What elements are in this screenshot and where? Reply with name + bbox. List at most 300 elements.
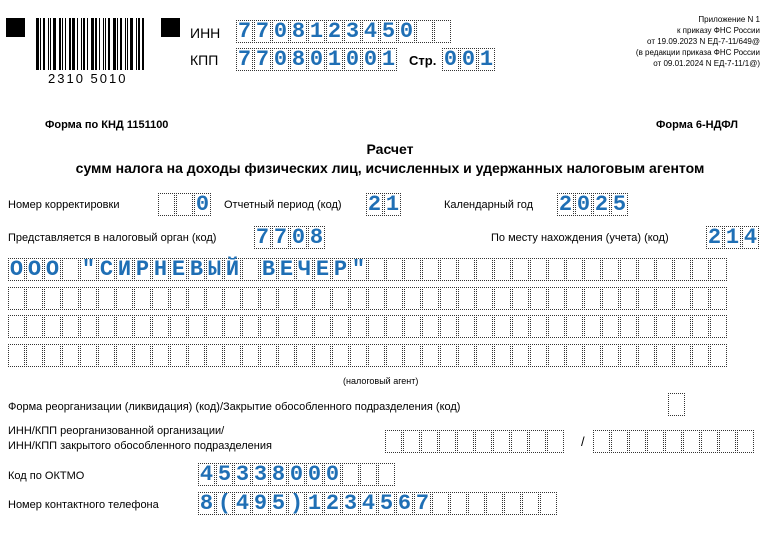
- form-cell[interactable]: [476, 287, 493, 310]
- form-cell[interactable]: [638, 315, 655, 338]
- form-cell[interactable]: 7: [237, 19, 252, 44]
- form-cell[interactable]: [378, 463, 395, 486]
- form-cell[interactable]: [422, 287, 439, 310]
- form-cell[interactable]: 5: [381, 19, 396, 44]
- form-cell[interactable]: 1: [327, 47, 342, 72]
- form-cell[interactable]: 0: [443, 47, 458, 72]
- reorg-inn-label-1: ИНН/КПП реорганизованной организации/: [8, 425, 225, 437]
- form-cell[interactable]: [737, 430, 754, 453]
- agent-line-1[interactable]: [8, 258, 728, 281]
- form-cell[interactable]: [80, 315, 97, 338]
- form-cell[interactable]: [152, 344, 169, 367]
- barcode-bar: [130, 18, 133, 70]
- form-cell[interactable]: 0: [309, 47, 324, 72]
- form-cell[interactable]: [296, 344, 313, 367]
- form-cell[interactable]: [8, 344, 25, 367]
- form-cell[interactable]: [566, 344, 583, 367]
- form-cell[interactable]: [656, 258, 673, 281]
- form-cell[interactable]: [674, 315, 691, 338]
- form-cell[interactable]: 7: [273, 225, 288, 250]
- form-cell[interactable]: [458, 344, 475, 367]
- form-cell[interactable]: [602, 258, 619, 281]
- form-cell[interactable]: [368, 344, 385, 367]
- form-cell[interactable]: [584, 258, 601, 281]
- form-cell[interactable]: [584, 287, 601, 310]
- form-cell[interactable]: ): [289, 491, 304, 516]
- form-cell[interactable]: Е: [171, 257, 186, 282]
- form-cell[interactable]: [170, 315, 187, 338]
- form-cell[interactable]: [638, 287, 655, 310]
- form-cell[interactable]: 3: [253, 462, 268, 487]
- form-cell[interactable]: [44, 287, 61, 310]
- form-cell[interactable]: [116, 315, 133, 338]
- form-cell[interactable]: [620, 287, 637, 310]
- form-cell[interactable]: [296, 287, 313, 310]
- form-cell[interactable]: [476, 258, 493, 281]
- form-cell[interactable]: [116, 344, 133, 367]
- form-cell[interactable]: [450, 492, 467, 515]
- form-cell[interactable]: [278, 315, 295, 338]
- form-cell[interactable]: (: [217, 491, 232, 516]
- form-cell[interactable]: [440, 315, 457, 338]
- form-cell[interactable]: [62, 315, 79, 338]
- form-cell[interactable]: [242, 287, 259, 310]
- inn-cells[interactable]: [236, 20, 452, 43]
- form-cell[interactable]: [260, 344, 277, 367]
- form-cell[interactable]: 1: [307, 491, 322, 516]
- barcode-bar: [87, 18, 88, 70]
- oktmo-label: Код по ОКТМО: [8, 470, 85, 482]
- form-cell[interactable]: [26, 315, 43, 338]
- barcode-bar: [43, 18, 45, 70]
- form-cell[interactable]: [416, 20, 433, 43]
- form-cell[interactable]: [170, 344, 187, 367]
- form-cell[interactable]: 9: [253, 491, 268, 516]
- form-cell[interactable]: 7: [415, 491, 430, 516]
- note-line: к приказу ФНС России: [676, 26, 760, 35]
- agent-line-2[interactable]: [8, 287, 728, 310]
- form-cell[interactable]: [512, 287, 529, 310]
- form-cell[interactable]: [116, 287, 133, 310]
- form-cell[interactable]: Е: [315, 257, 330, 282]
- form-cell[interactable]: [170, 287, 187, 310]
- form-cell[interactable]: [403, 430, 420, 453]
- form-cell[interactable]: [242, 258, 259, 281]
- form-cell[interactable]: [44, 315, 61, 338]
- form-cell[interactable]: [701, 430, 718, 453]
- form-cell[interactable]: О: [9, 257, 24, 282]
- form-cell[interactable]: [710, 344, 727, 367]
- form-cell[interactable]: [404, 344, 421, 367]
- form-cell[interactable]: [692, 258, 709, 281]
- barcode-bar: [59, 18, 61, 70]
- form-cell[interactable]: 1: [309, 19, 324, 44]
- form-cell[interactable]: [422, 315, 439, 338]
- form-cell[interactable]: [620, 315, 637, 338]
- form-cell[interactable]: [242, 315, 259, 338]
- location-cells[interactable]: [706, 226, 760, 249]
- form-cell[interactable]: 8: [291, 19, 306, 44]
- form-cell[interactable]: 0: [345, 47, 360, 72]
- form-cell[interactable]: [422, 258, 439, 281]
- form-cell[interactable]: [656, 315, 673, 338]
- form-cell[interactable]: 7: [255, 19, 270, 44]
- form-cell[interactable]: [134, 344, 151, 367]
- form-cell[interactable]: [647, 430, 664, 453]
- form-cell[interactable]: 8: [271, 462, 286, 487]
- form-cell[interactable]: [98, 344, 115, 367]
- form-cell[interactable]: 2: [707, 225, 722, 250]
- form-cell[interactable]: Ы: [207, 257, 222, 282]
- form-cell[interactable]: [710, 287, 727, 310]
- form-cell[interactable]: [548, 287, 565, 310]
- form-cell[interactable]: 2: [594, 192, 609, 217]
- form-cell[interactable]: Й: [225, 257, 240, 282]
- form-cell[interactable]: [386, 315, 403, 338]
- form-cell[interactable]: [692, 344, 709, 367]
- form-cell[interactable]: [421, 430, 438, 453]
- form-cell[interactable]: [602, 344, 619, 367]
- form-cell[interactable]: ": [351, 257, 366, 282]
- form-cell[interactable]: 0: [289, 462, 304, 487]
- form-cell[interactable]: [602, 287, 619, 310]
- form-cell[interactable]: [638, 344, 655, 367]
- reorg-inn-label-2: ИНН/КПП закрытого обособленного подразделения: [8, 440, 272, 452]
- form-cell[interactable]: С: [99, 257, 114, 282]
- form-cell[interactable]: [656, 344, 673, 367]
- form-cell[interactable]: [511, 430, 528, 453]
- form-cell[interactable]: 0: [273, 19, 288, 44]
- form-cell[interactable]: [674, 344, 691, 367]
- form-cell[interactable]: 0: [291, 225, 306, 250]
- form-cell[interactable]: [314, 287, 331, 310]
- page-label: Стр.: [409, 53, 437, 68]
- form-cell[interactable]: [206, 315, 223, 338]
- form-cell[interactable]: 7: [237, 47, 252, 72]
- form-cell[interactable]: 2: [558, 192, 573, 217]
- form-cell[interactable]: [504, 492, 521, 515]
- barcode-bar: [117, 18, 118, 70]
- form-cell[interactable]: [629, 430, 646, 453]
- form-cell[interactable]: [530, 287, 547, 310]
- form-cell[interactable]: [278, 344, 295, 367]
- oktmo-cells[interactable]: [198, 463, 396, 486]
- form-cell[interactable]: [439, 430, 456, 453]
- form-cell[interactable]: 8: [291, 47, 306, 72]
- barcode-bar: [48, 18, 49, 70]
- form-cell[interactable]: [188, 315, 205, 338]
- form-cell[interactable]: [26, 287, 43, 310]
- form-cell[interactable]: 1: [479, 47, 494, 72]
- correction-label: Номер корректировки: [8, 199, 120, 211]
- period-cells[interactable]: [366, 193, 402, 216]
- form-cell[interactable]: Н: [153, 257, 168, 282]
- form-cell[interactable]: [350, 315, 367, 338]
- form-cell[interactable]: 1: [381, 47, 396, 72]
- form-cell[interactable]: 3: [345, 19, 360, 44]
- form-cell[interactable]: [26, 344, 43, 367]
- barcode-bar: [142, 18, 144, 70]
- form-cell[interactable]: Р: [333, 257, 348, 282]
- form-cell[interactable]: [188, 287, 205, 310]
- form-cell[interactable]: [176, 193, 193, 216]
- year-cells[interactable]: [557, 193, 629, 216]
- reorg-form-cell[interactable]: [668, 393, 686, 416]
- tax-authority-cells[interactable]: [254, 226, 326, 249]
- form-cell[interactable]: 4: [361, 491, 376, 516]
- form-cell[interactable]: [278, 287, 295, 310]
- form-cell[interactable]: [548, 315, 565, 338]
- form-cell[interactable]: [494, 258, 511, 281]
- form-cell[interactable]: [434, 20, 451, 43]
- form-cell[interactable]: [638, 258, 655, 281]
- correction-cells[interactable]: [158, 193, 212, 216]
- tax-authority-label: Представляется в налоговый орган (код): [8, 232, 217, 244]
- form-cell[interactable]: [404, 258, 421, 281]
- inn-label: ИНН: [190, 25, 221, 41]
- form-cell[interactable]: [314, 315, 331, 338]
- form-cell[interactable]: [593, 430, 610, 453]
- form-cell[interactable]: [584, 344, 601, 367]
- form-cell[interactable]: [494, 315, 511, 338]
- reorg-kpp-cells[interactable]: [593, 430, 755, 453]
- form-cell[interactable]: 2: [367, 192, 382, 217]
- form-cell[interactable]: [158, 193, 175, 216]
- form-cell[interactable]: В: [189, 257, 204, 282]
- barcode-bar: [127, 18, 128, 70]
- form-cell[interactable]: [368, 315, 385, 338]
- form-cell[interactable]: [385, 430, 402, 453]
- form-cell[interactable]: [80, 287, 97, 310]
- form-cell[interactable]: [80, 344, 97, 367]
- form-cell[interactable]: [512, 258, 529, 281]
- form-cell[interactable]: [529, 430, 546, 453]
- form-cell[interactable]: [44, 344, 61, 367]
- form-cell[interactable]: [350, 344, 367, 367]
- barcode-bar: [105, 18, 106, 70]
- phone-cells[interactable]: [198, 492, 558, 515]
- form-cell[interactable]: [332, 287, 349, 310]
- form-cell[interactable]: [665, 430, 682, 453]
- barcode-bar: [125, 18, 126, 70]
- form-cell[interactable]: 1: [725, 225, 740, 250]
- form-cell[interactable]: [476, 344, 493, 367]
- barcode-bar: [136, 18, 137, 70]
- form-cell[interactable]: [224, 315, 241, 338]
- form-cell[interactable]: [404, 287, 421, 310]
- form-cell[interactable]: 0: [307, 462, 322, 487]
- form-appendix-note: [636, 14, 760, 69]
- form-cell[interactable]: [432, 492, 449, 515]
- form-cell[interactable]: [98, 315, 115, 338]
- reorg-inn-cells[interactable]: [385, 430, 565, 453]
- agent-line-3[interactable]: [8, 315, 728, 338]
- form-cell[interactable]: [242, 344, 259, 367]
- corner-mark-right: [161, 18, 180, 37]
- form-cell[interactable]: [440, 258, 457, 281]
- form-cell[interactable]: [512, 344, 529, 367]
- form-cell[interactable]: [260, 315, 277, 338]
- form-cell[interactable]: [188, 344, 205, 367]
- agent-line-4[interactable]: [8, 344, 728, 367]
- form-cell[interactable]: [360, 463, 377, 486]
- form-cell[interactable]: [206, 344, 223, 367]
- form-cell[interactable]: О: [45, 257, 60, 282]
- barcode-bar: [72, 18, 75, 70]
- form-cell[interactable]: 8: [309, 225, 324, 250]
- form-cell[interactable]: [668, 393, 685, 416]
- form-cell[interactable]: 0: [399, 19, 414, 44]
- form-cell[interactable]: Р: [135, 257, 150, 282]
- form-cell[interactable]: [547, 430, 564, 453]
- form-cell[interactable]: [692, 287, 709, 310]
- form-cell[interactable]: [368, 258, 385, 281]
- form-cell[interactable]: 5: [379, 491, 394, 516]
- form-cell[interactable]: [62, 344, 79, 367]
- form-cell[interactable]: 2: [327, 19, 342, 44]
- form-cell[interactable]: [134, 315, 151, 338]
- form-cell[interactable]: [224, 344, 241, 367]
- form-cell[interactable]: [350, 287, 367, 310]
- form-cell[interactable]: [584, 315, 601, 338]
- form-cell[interactable]: 4: [199, 462, 214, 487]
- form-cell[interactable]: [566, 315, 583, 338]
- form-cell[interactable]: 7: [255, 225, 270, 250]
- form-cell[interactable]: 5: [612, 192, 627, 217]
- form-cell[interactable]: [458, 287, 475, 310]
- form-cell[interactable]: [522, 492, 539, 515]
- barcode: [36, 18, 152, 70]
- form-cell[interactable]: [548, 258, 565, 281]
- form-cell[interactable]: [656, 287, 673, 310]
- form-cell[interactable]: [314, 344, 331, 367]
- form-cell[interactable]: 6: [397, 491, 412, 516]
- form-cell[interactable]: [152, 287, 169, 310]
- form-cell[interactable]: [296, 315, 313, 338]
- form-cell[interactable]: [530, 344, 547, 367]
- form-cell[interactable]: Е: [279, 257, 294, 282]
- form-cell[interactable]: [719, 430, 736, 453]
- form-cell[interactable]: [368, 287, 385, 310]
- form-cell[interactable]: [62, 287, 79, 310]
- form-cell[interactable]: [260, 287, 277, 310]
- form-cell[interactable]: [512, 315, 529, 338]
- form-cell[interactable]: 0: [273, 47, 288, 72]
- barcode-bar: [99, 18, 100, 70]
- form-cell[interactable]: 0: [461, 47, 476, 72]
- form-cell[interactable]: И: [117, 257, 132, 282]
- form-cell[interactable]: [224, 287, 241, 310]
- form-cell[interactable]: [674, 287, 691, 310]
- form-cell[interactable]: О: [27, 257, 42, 282]
- form-cell[interactable]: [620, 344, 637, 367]
- form-cell[interactable]: [8, 315, 25, 338]
- form-cell[interactable]: [540, 492, 557, 515]
- form-cell[interactable]: 5: [217, 462, 232, 487]
- form-cell[interactable]: [530, 258, 547, 281]
- form-cell[interactable]: [8, 287, 25, 310]
- form-cell[interactable]: 0: [576, 192, 591, 217]
- kpp-label: КПП: [190, 52, 219, 68]
- form-cell[interactable]: [476, 315, 493, 338]
- note-line: от 09.01.2024 N ЕД-7-11/1@): [653, 59, 760, 68]
- year-label: Календарный год: [444, 199, 534, 211]
- form-cell[interactable]: [620, 258, 637, 281]
- location-label: По месту нахождения (учета) (код): [491, 232, 669, 244]
- form-cell[interactable]: [710, 315, 727, 338]
- form-cell[interactable]: 0: [325, 462, 340, 487]
- form-cell[interactable]: [386, 258, 403, 281]
- form-cell[interactable]: [494, 344, 511, 367]
- form-cell[interactable]: [440, 287, 457, 310]
- form-cell[interactable]: [440, 344, 457, 367]
- form-cell[interactable]: 0: [363, 47, 378, 72]
- form-cell[interactable]: [332, 344, 349, 367]
- form-cell[interactable]: [493, 430, 510, 453]
- form-cell[interactable]: [457, 430, 474, 453]
- form-cell[interactable]: 3: [235, 462, 250, 487]
- form-cell[interactable]: 4: [363, 19, 378, 44]
- form-cell[interactable]: 4: [743, 225, 758, 250]
- form-cell[interactable]: [692, 315, 709, 338]
- form-cell[interactable]: [458, 315, 475, 338]
- reorg-form-label: Форма реорганизации (ликвидация) (код)/Закрытие обособленного подразделения (код): [8, 401, 461, 413]
- page-cells[interactable]: [442, 48, 496, 71]
- form-cell[interactable]: [468, 492, 485, 515]
- form-cell[interactable]: [611, 430, 628, 453]
- form-cell[interactable]: [486, 492, 503, 515]
- form-cell[interactable]: [332, 315, 349, 338]
- form-cell[interactable]: Ч: [297, 257, 312, 282]
- form-cell[interactable]: [475, 430, 492, 453]
- form-cell[interactable]: В: [261, 257, 276, 282]
- form-cell[interactable]: [494, 287, 511, 310]
- form-cell[interactable]: 4: [235, 491, 250, 516]
- kpp-cells[interactable]: [236, 48, 398, 71]
- form-cell[interactable]: [530, 315, 547, 338]
- form-cell[interactable]: [683, 430, 700, 453]
- form-cell[interactable]: 5: [271, 491, 286, 516]
- barcode-number: 2310 5010: [44, 71, 131, 86]
- form-cell[interactable]: [602, 315, 619, 338]
- barcode-bar: [103, 18, 104, 70]
- form-cell[interactable]: [422, 344, 439, 367]
- form-cell[interactable]: 2: [325, 491, 340, 516]
- form-cell[interactable]: [548, 344, 565, 367]
- form-cell[interactable]: [566, 287, 583, 310]
- form-cell[interactable]: [674, 258, 691, 281]
- form-cell[interactable]: 0: [195, 192, 210, 217]
- form-cell[interactable]: [98, 287, 115, 310]
- form-cell[interactable]: [386, 287, 403, 310]
- form-cell[interactable]: [458, 258, 475, 281]
- form-cell[interactable]: [566, 258, 583, 281]
- form-cell[interactable]: [404, 315, 421, 338]
- barcode-bar: [113, 18, 116, 70]
- form-cell[interactable]: ": [81, 257, 96, 282]
- form-cell[interactable]: 3: [343, 491, 358, 516]
- form-cell[interactable]: 7: [255, 47, 270, 72]
- form-cell[interactable]: [386, 344, 403, 367]
- form-cell[interactable]: [62, 258, 79, 281]
- form-cell[interactable]: [134, 287, 151, 310]
- form-cell[interactable]: 1: [385, 192, 400, 217]
- form-cell[interactable]: [342, 463, 359, 486]
- form-cell[interactable]: 8: [199, 491, 214, 516]
- form-cell[interactable]: [152, 315, 169, 338]
- form-cell[interactable]: [206, 287, 223, 310]
- form-cell[interactable]: [710, 258, 727, 281]
